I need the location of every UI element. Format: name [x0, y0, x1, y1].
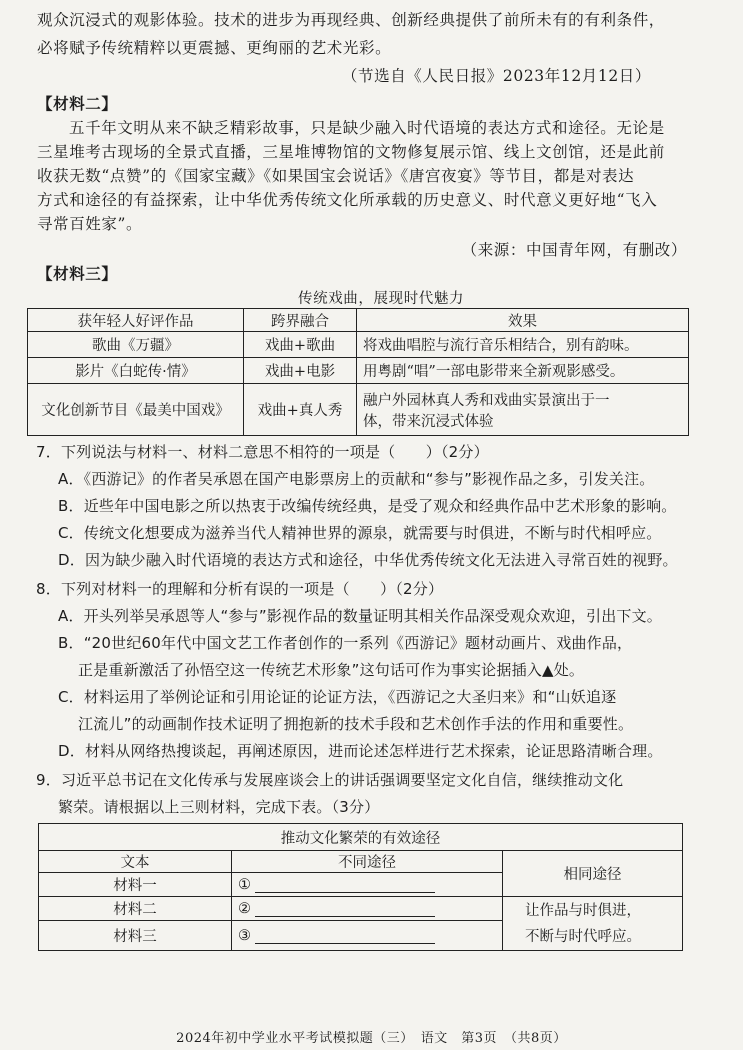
table-cell: 用粤剧“唱”一部电影带来全新观影感受。	[357, 358, 689, 384]
table-cell: 文化创新节目《最美中国戏》	[28, 384, 244, 436]
option-b-continued: 正是重新激活了孙悟空这一传统艺术形象”这句话可作为事实论据插入▲处。	[78, 661, 585, 679]
option-d: D．材料从网络热搜谈起，再阐述原因，进而论述怎样进行艺术探索，论证思路清晰合理。	[58, 742, 663, 760]
paragraph-line: 五千年文明从来不缺乏精彩故事，只是缺少融入时代语境的表达方式和途径。无论是	[69, 119, 665, 137]
row-label: 材料二	[39, 897, 232, 921]
circled-number: ②	[238, 900, 251, 917]
answer-cell[interactable]	[232, 921, 503, 951]
table-row	[28, 358, 689, 384]
answer-row	[39, 897, 683, 921]
answer-table-header-row	[39, 851, 683, 873]
question-stem-continued: 繁荣。请根据以上三则材料，完成下表。（3分）	[58, 798, 380, 816]
circled-number: ③	[238, 927, 251, 944]
table-header: 获年轻人好评作品	[28, 309, 244, 332]
paragraph-line: 方式和途径的有益探索，让中华优秀传统文化所承载的历史意义、时代意义更好地“飞入	[37, 191, 658, 209]
source-citation: （节选自《人民日报》2023年12月12日）	[341, 67, 651, 85]
table-header: 跨界融合	[244, 309, 357, 332]
option-d: D．因为缺少融入时代语境的表达方式和途径，中华优秀传统文化无法进入寻常百姓的视野。	[58, 551, 678, 569]
paragraph-line: 观众沉浸式的观影体验。技术的进步为再现经典、创新经典提供了前所未有的有利条件，	[37, 11, 665, 29]
table-cell: 将戏曲唱腔与流行音乐相结合，别有韵味。	[357, 332, 689, 358]
option-c: C．材料运用了举例论证和引用论证的论证方法，《西游记之大圣归来》和“山妖追逐	[58, 688, 617, 706]
circled-number: ①	[238, 876, 251, 893]
table-cell: 戏曲+真人秀	[244, 384, 357, 436]
answer-table-title-row	[39, 824, 683, 851]
row-label: 材料三	[39, 921, 232, 951]
answer-blank[interactable]	[255, 902, 435, 917]
paragraph-line: 三星堆考古现场的全景式直播，三星堆博物馆的文物修复展示馆、线上文创馆，还是此前	[37, 143, 665, 161]
option-c: C．传统文化想要成为滋养当代人精神世界的源泉，就需要与时俱进，不断与时代相呼应。	[58, 524, 662, 542]
column-header-different: 不同途径	[232, 851, 503, 873]
section-heading: 【材料三】	[37, 264, 118, 283]
table-cell	[357, 384, 689, 436]
option-b: B．近些年中国电影之所以热衷于改编传统经典，是受了观众和经典作品中艺术形象的影响。	[58, 497, 677, 515]
table-cell: 戏曲+歌曲	[244, 332, 357, 358]
option-c-continued: 江流儿”的动画制作技术证明了拥抱新的技术手段和艺术创作手法的作用和重要性。	[78, 715, 634, 733]
table-row	[28, 332, 689, 358]
same-path-cell	[503, 897, 683, 951]
question-stem: 7．下列说法与材料一、材料二意思不相符的一项是（ ）（2分）	[36, 443, 489, 461]
answer-table-title: 推动文化繁荣的有效途径	[39, 824, 683, 851]
column-header-same: 相同途径	[503, 851, 683, 897]
same-path-line: 让作品与时俱进，	[525, 902, 641, 919]
paragraph-line: 寻常百姓家”。	[37, 215, 143, 233]
page-footer: 2024年初中学业水平考试模拟题（三） 语文 第3页 （共8页）	[176, 1031, 567, 1046]
table-header-row	[28, 309, 689, 332]
row-label: 材料一	[39, 873, 232, 897]
answer-cell[interactable]	[232, 873, 503, 897]
table-header: 效果	[357, 309, 689, 332]
question-stem: 8．下列对材料一的理解和分析有误的一项是（ ）（2分）	[36, 580, 444, 598]
paragraph-line: 必将赋予传统精粹以更震撼、更绚丽的艺术光彩。	[37, 39, 392, 57]
source-citation: （来源：中国青年网，有删改）	[461, 241, 687, 259]
opera-table	[27, 308, 689, 436]
table-cell-line: 体，带来沉浸式体验	[363, 413, 494, 430]
table-cell: 歌曲《万疆》	[28, 332, 244, 358]
table-row	[28, 384, 689, 436]
same-path-line: 不断与时代呼应。	[525, 928, 641, 945]
answer-cell[interactable]	[232, 897, 503, 921]
answer-table	[38, 823, 683, 951]
column-header-text: 文本	[39, 851, 232, 873]
section-heading: 【材料二】	[37, 94, 118, 113]
option-a: A．开头列举吴承恩等人“参与”影视作品的数量证明其相关作品深受观众欢迎，引出下文。	[58, 607, 663, 625]
table-cell: 戏曲+电影	[244, 358, 357, 384]
answer-blank[interactable]	[255, 929, 435, 944]
option-b: B．“20世纪60年代中国文艺工作者创作的一系列《西游记》题材动画片、戏曲作品，	[58, 634, 633, 652]
question-stem: 9．习近平总书记在文化传承与发展座谈会上的讲话强调要坚定文化自信，继续推动文化	[36, 771, 624, 789]
option-a: A．《西游记》的作者吴承恩在国产电影票房上的贡献和“参与”影视作品之多，引发关注。	[58, 470, 655, 488]
table-cell: 影片《白蛇传·情》	[28, 358, 244, 384]
table-cell-line: 融户外园林真人秀和戏曲实景演出于一	[363, 392, 610, 409]
table-title: 传统戏曲，展现时代魅力	[298, 291, 465, 307]
paragraph-line: 收获无数“点赞”的《国家宝藏》《如果国宝会说话》《唐宫夜宴》等节目，都是对表达	[37, 167, 635, 185]
answer-blank[interactable]	[255, 878, 435, 893]
